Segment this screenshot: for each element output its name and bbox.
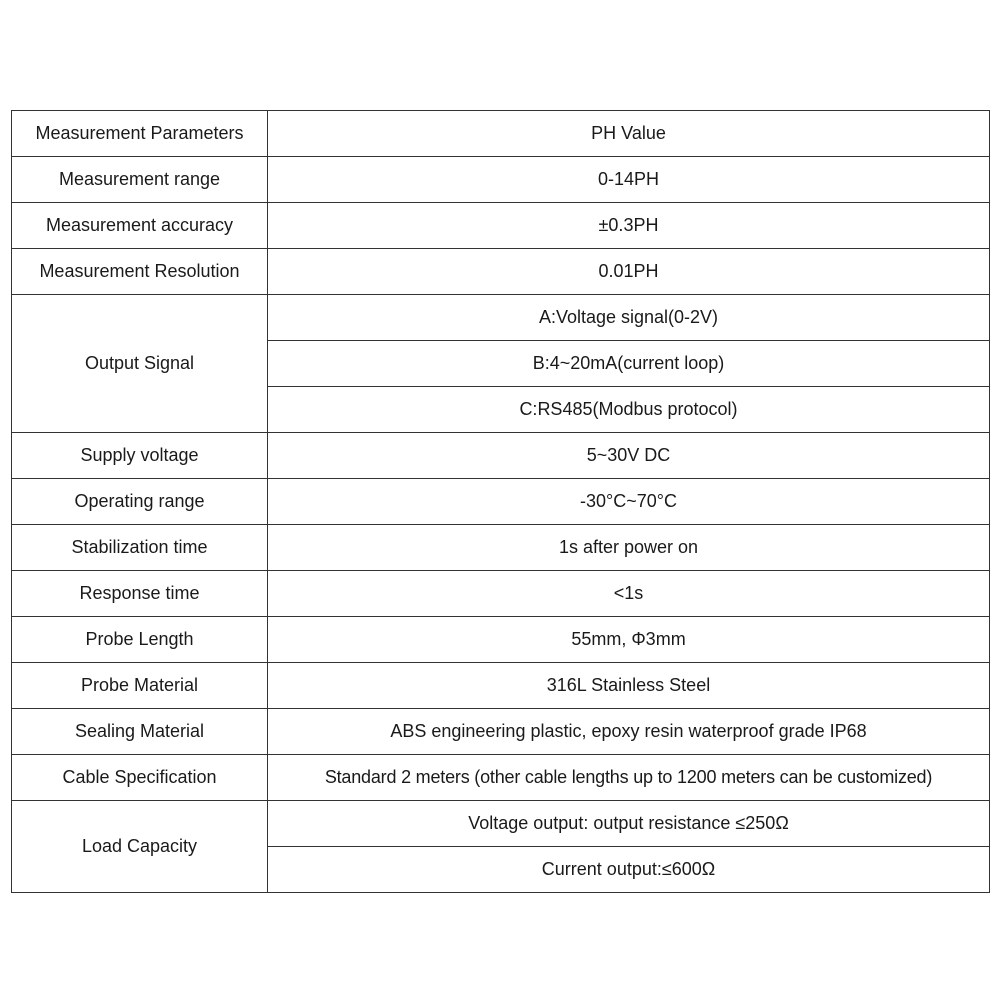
parameter-value-cell: 5~30V DC — [268, 433, 990, 479]
table-row — [12, 709, 990, 755]
table-row — [12, 663, 990, 709]
table-row — [12, 203, 990, 249]
parameter-value-cell: C:RS485(Modbus protocol) — [268, 387, 990, 433]
table-row — [12, 801, 990, 847]
table-row — [12, 157, 990, 203]
parameter-name-cell: Sealing Material — [12, 709, 268, 755]
parameter-value-cell: 0-14PH — [268, 157, 990, 203]
parameter-value-cell: Voltage output: output resistance ≤250Ω — [268, 801, 990, 847]
parameter-name-cell: Output Signal — [12, 295, 268, 433]
parameter-name-cell: Stabilization time — [12, 525, 268, 571]
table-row — [12, 295, 990, 341]
parameter-value-cell: A:Voltage signal(0-2V) — [268, 295, 990, 341]
parameter-name-cell: Probe Length — [12, 617, 268, 663]
parameter-name-cell: Measurement Resolution — [12, 249, 268, 295]
parameter-value-cell: ±0.3PH — [268, 203, 990, 249]
parameter-name-cell: Cable Specification — [12, 755, 268, 801]
table-row — [12, 525, 990, 571]
table-row — [12, 479, 990, 525]
parameter-value-cell: 55mm, Φ3mm — [268, 617, 990, 663]
spec-table — [11, 110, 990, 893]
parameter-value-cell: Current output:≤600Ω — [268, 847, 990, 893]
parameter-value-cell: -30°C~70°C — [268, 479, 990, 525]
parameter-value-cell: 0.01PH — [268, 249, 990, 295]
table-row — [12, 617, 990, 663]
parameter-value-cell: PH Value — [268, 111, 990, 157]
table-row — [12, 111, 990, 157]
table-row — [12, 249, 990, 295]
parameter-value-cell: 316L Stainless Steel — [268, 663, 990, 709]
parameter-value-cell: <1s — [268, 571, 990, 617]
parameter-name-cell: Supply voltage — [12, 433, 268, 479]
parameter-name-cell: Operating range — [12, 479, 268, 525]
parameter-value-cell: ABS engineering plastic, epoxy resin waterproof grade IP68 — [268, 709, 990, 755]
parameter-name-cell: Measurement Parameters — [12, 111, 268, 157]
table-row — [12, 755, 990, 801]
table-row — [12, 571, 990, 617]
parameter-value-cell: 1s after power on — [268, 525, 990, 571]
parameter-name-cell: Measurement range — [12, 157, 268, 203]
parameter-name-cell: Measurement accuracy — [12, 203, 268, 249]
parameter-name-cell: Probe Material — [12, 663, 268, 709]
parameter-value-cell: B:4~20mA(current loop) — [268, 341, 990, 387]
table-row — [12, 433, 990, 479]
spec-table-body — [12, 111, 990, 893]
parameter-value-cell: Standard 2 meters (other cable lengths up to 1200 meters can be customized) — [268, 755, 990, 801]
parameter-name-cell: Load Capacity — [12, 801, 268, 893]
parameter-name-cell: Response time — [12, 571, 268, 617]
